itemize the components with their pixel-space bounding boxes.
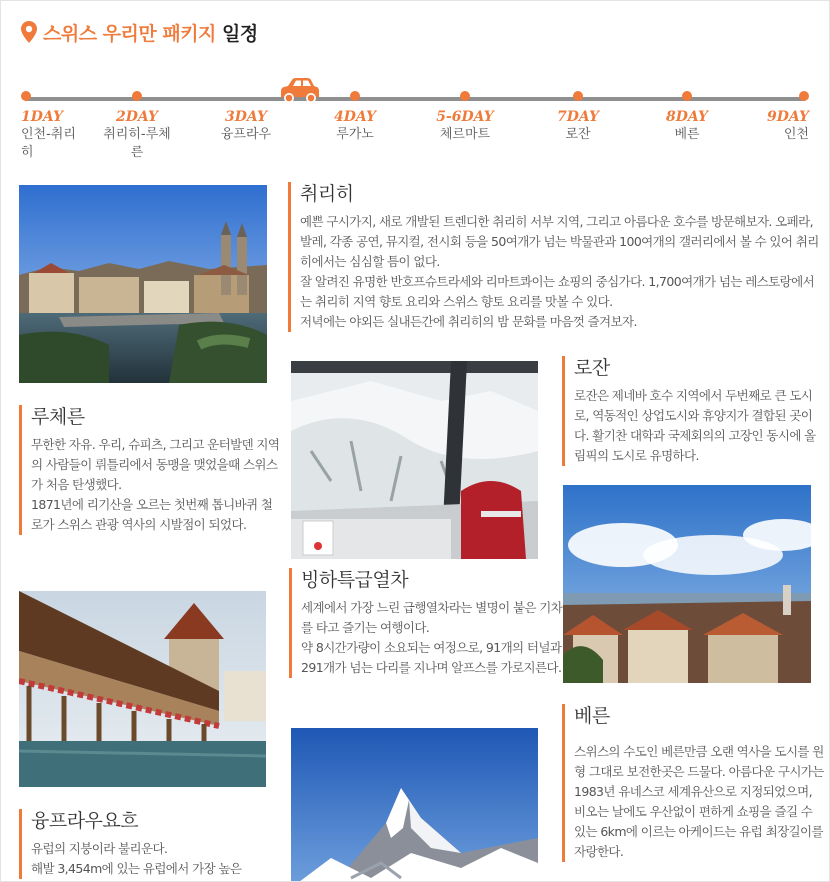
timeline-dot [682,91,692,101]
zurich-title: 취리히 [300,183,354,205]
bern-body: 스위스의 수도인 베른만큼 오랜 역사을 도시를 원형 그대로 보전한곳은 드물다. 아름다운 구시가는 1983년 유네스코 세계유산으로 지정되었으며, 비오는 날에도 우산없이 편하게 쇼핑을 즐길 수 있는 6km에 이르는 아케이드는 유럽 최장길이를 자랑한다. [574,744,824,859]
jungfraujoch-body: 유럽의 지붕이라 불리운다. 해발 3,454m에 있는 유럽에서 가장 높은 [31,841,242,876]
glacier-express-title: 빙하특급열차 [301,569,409,591]
zurich-body: 예쁜 구시가지, 새로 개발된 트렌디한 취리히 서부 지역, 그리고 아름다운 호수를 방문해보자. 오페라, 발레, 각종 공연, 뮤지컬, 전시회 등을 50여개가 넘는 박물관과 100여개의 갤러리에서 볼 수 있어 취리히에서는 심심할 틈이 없다. 잘 알려진 유명한 반호프슈트라세와 리마트콰이는 쇼핑의 중심가다. 1,700여개가 넘는 레스토랑에서는 취리히 지역 향토 요리와 스위스 향토 요리를 맛볼 수 있다. 저녁에는 야외든 실내든간에 취리히의 밤 문화를 마음껏 즐겨보자. [300,214,819,329]
day-city: 체르마트 [439,127,491,142]
lucerne-bridge-photo [19,591,266,787]
day-label: 4DAY [333,109,377,125]
map-pin-icon [21,21,37,48]
glacier-express-section [289,568,563,678]
bern-title: 베른 [574,705,610,727]
day-city: 로잔 [565,127,591,142]
day-city: 인천-취리히 [21,127,76,160]
timeline-dot [350,91,360,101]
timeline-day-7 [538,91,618,144]
title-accent: 스위스 우리만 패키지 [43,23,216,45]
jungfraujoch-title: 융프라우요흐 [31,810,139,832]
timeline-day-2 [97,91,177,162]
timeline-day-1 [21,91,81,162]
day-city: 융프라우 [220,127,272,142]
title-rest: 일정 [222,23,258,45]
bern-section [562,704,824,862]
glacier-express-body: 세계에서 가장 느린 급행열차라는 별명이 붙은 기차를 타고 즐기는 여행이다. 약 8시간가량이 소요되는 여정으로, 91개의 터널과 291개가 넘는 다리를 지나며 알프스를 가로지른다. [301,600,563,675]
timeline-dot [460,91,470,101]
timeline-day-3 [206,91,286,144]
timeline-day-5-6 [425,91,505,144]
day-label: 2DAY [115,109,159,125]
lucerne-body: 무한한 자유. 우리, 슈피츠, 그리고 운터발덴 지역의 사람들이 뤼틀리에서 동맹을 맺었을때 스위스가 처음 탄생했다. 1871년에 리기산을 오르는 첫번째 톱니바퀴 철로가 스위스 관광 역사의 시발점이 되었다. [31,437,280,532]
day-label: 8DAY [665,109,709,125]
lucerne-title: 루체른 [31,406,85,428]
timeline-day-9 [749,91,809,144]
lausanne-title: 로잔 [574,357,610,379]
timeline-day-8 [647,91,727,144]
day-city: 베른 [674,127,700,142]
timeline-dot [573,91,583,101]
lausanne-section [562,356,824,466]
lausanne-photo [563,485,811,683]
page-title [21,19,258,48]
day-label: 9DAY [766,109,809,125]
day-city: 취리히-루체른 [103,127,171,160]
lausanne-body: 로잔은 제네바 호수 지역에서 두번째로 큰 도시로, 역동적인 상업도시와 휴양지가 결합된 곳이다. 활기찬 대학과 국제회의의 고장인 동시에 올림픽의 도시로 유명하다. [574,388,816,463]
jungfraujoch-section [19,809,281,879]
day-label: 3DAY [224,109,268,125]
lucerne-section [19,405,281,535]
zurich-photo [19,185,267,383]
day-label: 7DAY [556,109,600,125]
matterhorn-photo [291,728,538,882]
glacier-express-photo [291,361,538,559]
timeline-day-4 [315,91,395,144]
day-label: 1DAY [21,109,64,125]
zurich-section [288,182,820,332]
timeline-dot [799,91,809,101]
day-city: 인천 [783,127,809,142]
timeline-dot [132,91,142,101]
day-city: 루가노 [336,127,374,142]
day-label: 5-6DAY [436,109,494,125]
timeline-dot [21,91,31,101]
